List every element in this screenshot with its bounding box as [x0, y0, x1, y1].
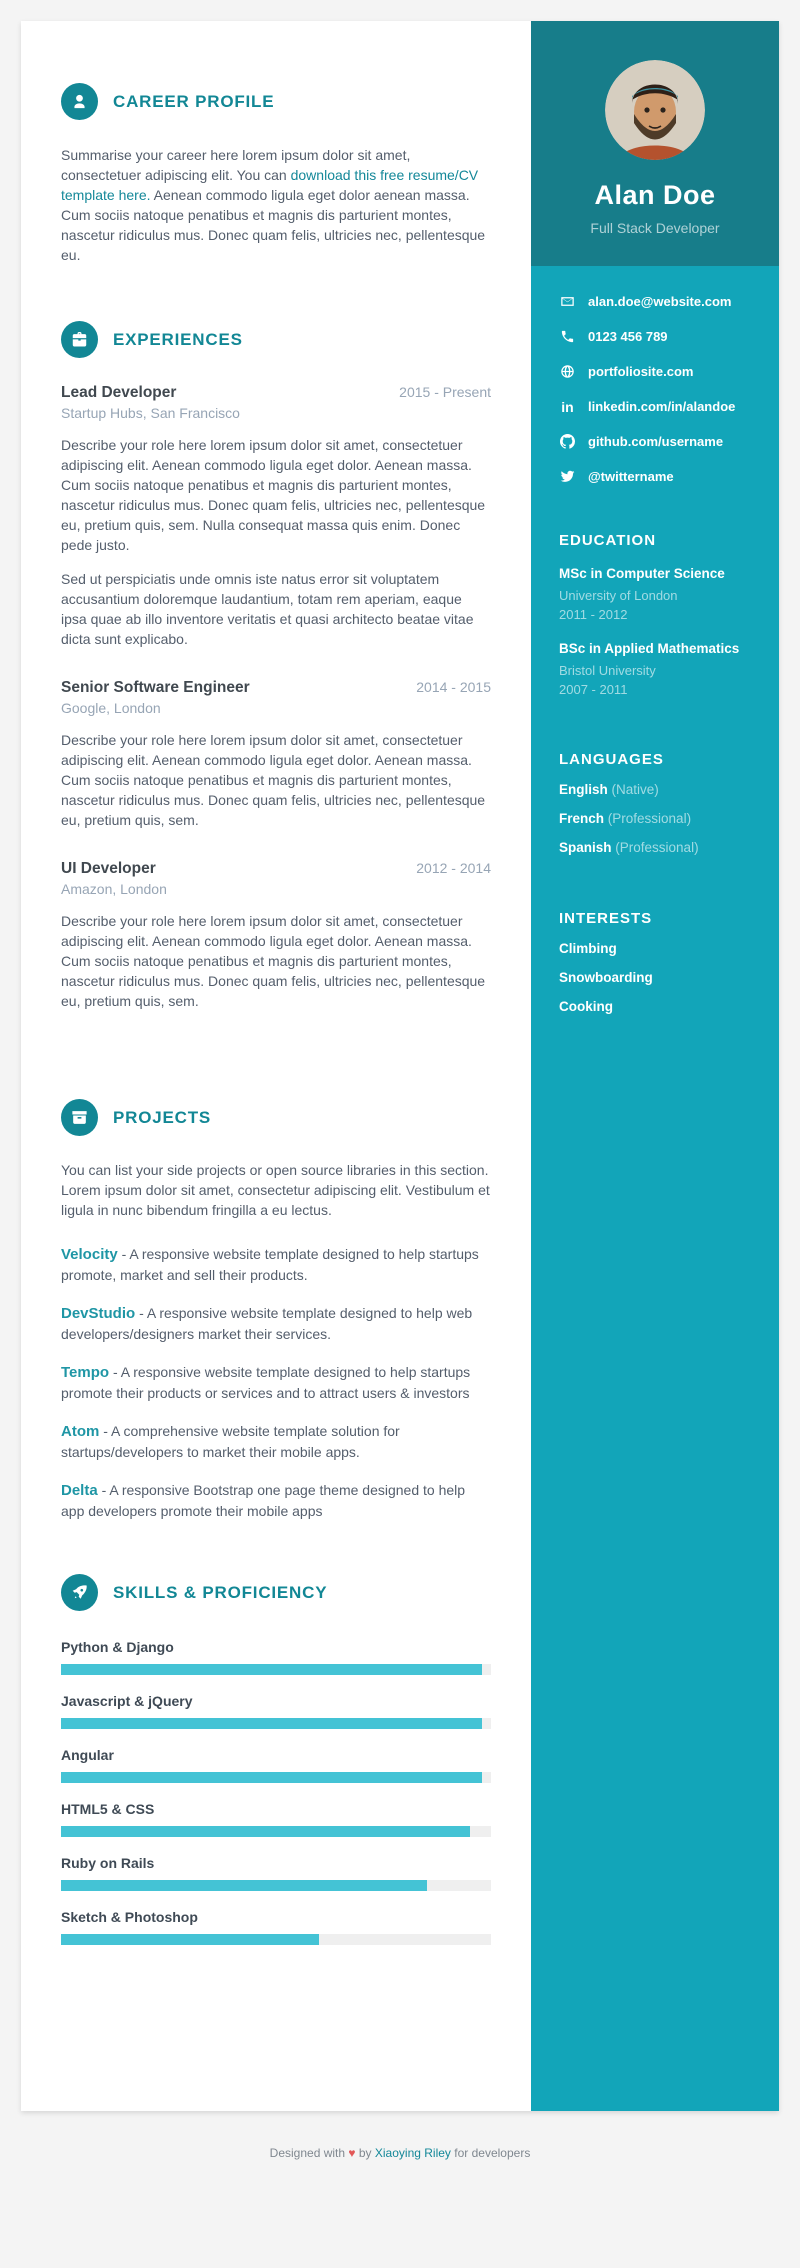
project-name-link[interactable]: Atom [61, 1423, 100, 1440]
interest-entry: Cooking [559, 999, 613, 1014]
job-description: Sed ut perspiciatis unde omnis iste natus error sit voluptatem accusantium doloremque laudantium, totam rem aperiam, eaque ipsa quae ab illo inventore veritatis et quasi architecto beatae vitae dicta sunt explicabo. [61, 571, 474, 647]
skill-item [61, 1909, 491, 1945]
interests-title: INTERESTS [559, 910, 653, 927]
language-entry [559, 782, 751, 797]
resume-card [21, 21, 779, 2111]
education-period: 2007 - 2011 [559, 682, 628, 697]
main-column [21, 21, 531, 2111]
education-entry [559, 640, 751, 699]
language-level: (Native) [611, 782, 659, 797]
skill-name: Angular [61, 1747, 114, 1763]
job-header [61, 384, 491, 402]
job-role: UI Developer [61, 860, 156, 877]
skill-name: Python & Django [61, 1639, 174, 1655]
section-title: SKILLS & PROFICIENCY [113, 1582, 328, 1602]
skill-bar-track [61, 1826, 491, 1837]
projects-intro: You can list your side projects or open source libraries in this section. Lorem ipsum dolor sit amet, consectetur adipiscing elit. Vestibulum et ligula in nunc bibendum fringilla a eu lectus. [61, 1162, 490, 1218]
footer-text-middle: by [358, 2146, 372, 2160]
career-text-before: Summarise your career here lorem ipsum dolor sit amet, consectetuer adipiscing elit. You can [61, 147, 411, 183]
project-name-link[interactable]: Delta [61, 1482, 98, 1499]
job-company: Google, London [61, 700, 161, 716]
education-period: 2011 - 2012 [559, 607, 628, 622]
projects-list [61, 1244, 491, 1522]
sidebar-section-languages [559, 751, 751, 855]
skill-name: Javascript & jQuery [61, 1693, 193, 1709]
page-footer [0, 2146, 800, 2160]
job-company: Amazon, London [61, 881, 167, 897]
skill-item [61, 1801, 491, 1837]
jobs-list [61, 384, 491, 1011]
job-entry [61, 860, 491, 1011]
school: Bristol University [559, 663, 656, 678]
career-profile-heading [61, 83, 491, 120]
contact-twitter[interactable]: @twittername [588, 469, 674, 484]
contact-list [559, 294, 751, 484]
skill-bar-track [61, 1880, 491, 1891]
project-name-link[interactable]: Tempo [61, 1364, 110, 1381]
contact-row [559, 364, 751, 379]
experiences-heading [61, 321, 491, 358]
language-entry [559, 811, 751, 826]
job-entry [61, 384, 491, 649]
skill-bar-track [61, 1934, 491, 1945]
degree: BSc in Applied Mathematics [559, 641, 740, 656]
project-name-link[interactable]: DevStudio [61, 1305, 136, 1322]
language-name: French [559, 811, 605, 826]
contact-row [559, 294, 751, 309]
linkedin-icon: in [561, 398, 574, 415]
profile-photo [605, 60, 705, 160]
email-icon [559, 294, 576, 309]
project-description: - A responsive Bootstrap one page theme designed to help app developers promote their mobile apps [61, 1482, 466, 1519]
skill-item [61, 1855, 491, 1891]
phone-icon [559, 329, 576, 344]
github-icon [559, 434, 576, 449]
contact-linkedin[interactable]: linkedin.com/in/alandoe [588, 399, 736, 414]
project-entry [61, 1421, 491, 1463]
contact-email[interactable]: alan.doe@website.com [588, 294, 732, 309]
project-name-link[interactable]: Velocity [61, 1246, 118, 1263]
skill-bar-track [61, 1772, 491, 1783]
skill-name: Ruby on Rails [61, 1855, 155, 1871]
contact-github[interactable]: github.com/username [588, 434, 724, 449]
footer-text-suffix: for developers [454, 2146, 531, 2160]
project-entry [61, 1362, 491, 1404]
job-description: Describe your role here lorem ipsum dolor sit amet, consectetuer adipiscing elit. Aenean commodo ligula eget dolor. Aenean massa. Cum sociis natoque penatibus et magnis dis parturient montes, nascetur ridiculus mus. Donec quam felis, ultricies nec, pellentesque eu, pretium quis, sem. [61, 913, 486, 1009]
section-title: CAREER PROFILE [113, 91, 275, 111]
section-experiences [61, 321, 491, 1011]
job-header [61, 860, 491, 878]
contact-row [559, 329, 751, 344]
person-name: Alan Doe [594, 180, 716, 210]
job-role: Lead Developer [61, 384, 177, 401]
job-entry [61, 679, 491, 830]
skill-name: Sketch & Photoshop [61, 1909, 198, 1925]
language-entry [559, 840, 751, 855]
interest-entry: Snowboarding [559, 970, 653, 985]
job-period: 2014 - 2015 [416, 679, 491, 695]
heart-icon: ♥ [348, 2146, 356, 2160]
job-company: Startup Hubs, San Francisco [61, 405, 240, 421]
section-title: EXPERIENCES [113, 329, 243, 349]
section-skills [61, 1574, 491, 1945]
skills-list [61, 1639, 491, 1945]
download-template-link[interactable]: download this free resume/CV template here. [61, 167, 479, 203]
skill-item [61, 1747, 491, 1783]
project-entry [61, 1244, 491, 1286]
skill-bar-fill [61, 1664, 482, 1675]
project-description: - A responsive website template designed to help web developers/designers market their services. [61, 1305, 473, 1342]
job-header [61, 679, 491, 697]
skill-bar-fill [61, 1772, 482, 1783]
footer-text-prefix: Designed with [269, 2146, 346, 2160]
contact-row [559, 399, 751, 414]
skill-bar-fill [61, 1934, 319, 1945]
job-description: Describe your role here lorem ipsum dolor sit amet, consectetuer adipiscing elit. Aenean commodo ligula eget dolor. Aenean massa. Cum sociis natoque penatibus et magnis dis parturient montes, nascetur ridiculus mus. Donec quam felis, ultricies nec, pellentesque eu, pretium quis, sem. [61, 732, 486, 828]
author-link[interactable]: Xiaoying Riley [374, 2146, 451, 2160]
sidebar-body [531, 266, 779, 1054]
section-projects [61, 1099, 491, 1522]
project-description: - A responsive website template designed to help startups promote, market and sell their products. [61, 1246, 479, 1283]
sidebar-header [531, 21, 779, 266]
project-description: - A comprehensive website template solution for startups/developers to market their mobile apps. [61, 1423, 400, 1460]
contact-row [559, 469, 751, 484]
degree: MSc in Computer Science [559, 566, 725, 581]
project-description: - A responsive website template designed to help startups promote their products or services and to attract users & investors [61, 1364, 471, 1401]
user-icon [61, 83, 98, 120]
skill-bar-fill [61, 1880, 427, 1891]
skill-name: HTML5 & CSS [61, 1801, 155, 1817]
language-level: (Professional) [615, 840, 699, 855]
job-period: 2015 - Present [399, 384, 491, 400]
project-entry [61, 1303, 491, 1345]
interest-entry: Climbing [559, 941, 617, 956]
globe-icon [559, 364, 576, 379]
section-title: PROJECTS [113, 1107, 212, 1127]
person-job-title: Full Stack Developer [590, 220, 720, 236]
rocket-icon [61, 1574, 98, 1611]
contact-website[interactable]: portfoliosite.com [588, 364, 694, 379]
language-name: Spanish [559, 840, 612, 855]
language-level: (Professional) [607, 811, 692, 826]
education-entry [559, 565, 751, 624]
language-name: English [559, 782, 608, 797]
job-period: 2012 - 2014 [416, 860, 491, 876]
skill-bar-track [61, 1718, 491, 1729]
job-description: Describe your role here lorem ipsum dolor sit amet, consectetuer adipiscing elit. Aenean commodo ligula eget dolor. Aenean massa. Cum sociis natoque penatibus et magnis dis parturient montes, nascetur ridiculus mus. Donec quam felis, ultricies nec, pellentesque eu, pretium quis, sem. Nulla consequat massa quis enim. Donec pede justo. [61, 437, 486, 553]
archive-box-icon [61, 1099, 98, 1136]
sidebar [531, 21, 779, 2111]
projects-heading [61, 1099, 491, 1136]
career-text-after: Aenean commodo ligula eget dolor aenean massa. Cum sociis natoque penatibus et magnis dis parturient montes, nascetur ridiculus mus. Donec quam felis, ultricies nec, pellentesque eu. [61, 187, 486, 263]
twitter-icon [559, 469, 576, 484]
skill-item [61, 1693, 491, 1729]
contact-row [559, 434, 751, 449]
skills-heading [61, 1574, 491, 1611]
skill-bar-fill [61, 1826, 470, 1837]
job-role: Senior Software Engineer [61, 679, 250, 696]
skill-bar-fill [61, 1718, 482, 1729]
skill-item [61, 1639, 491, 1675]
education-title: EDUCATION [559, 532, 657, 549]
sidebar-section-education [559, 532, 751, 699]
career-summary [61, 145, 491, 265]
school: University of London [559, 588, 678, 603]
project-entry [61, 1480, 491, 1522]
skill-bar-track [61, 1664, 491, 1675]
sidebar-section-interests [559, 910, 751, 1014]
briefcase-icon [61, 321, 98, 358]
section-career-profile [61, 83, 491, 265]
languages-title: LANGUAGES [559, 751, 664, 768]
contact-phone[interactable]: 0123 456 789 [588, 329, 668, 344]
